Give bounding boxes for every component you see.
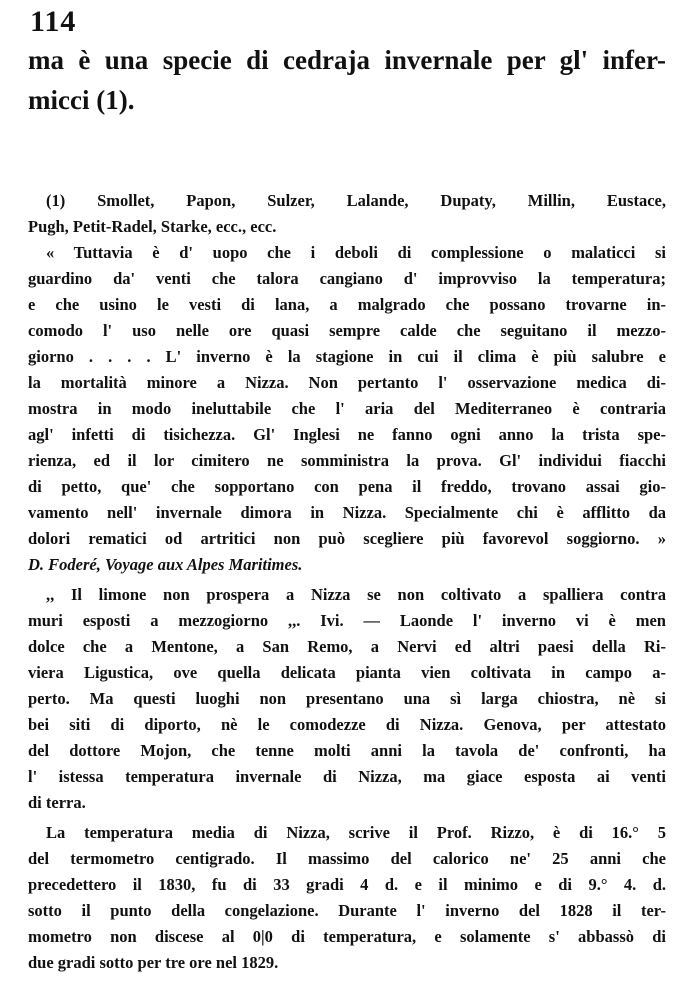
footnote-line: di terra. (28, 793, 86, 812)
footnote-line: dolce che a Mentone, a San Remo, a Nervi ed altri paesi della Ri- (28, 637, 666, 656)
footnote-line: due gradi sotto per tre ore nel 1829. (28, 953, 279, 972)
footnote-block (28, 188, 666, 976)
main-text-line: ma è una specie di cedraja invernale per gl' infer- (28, 45, 666, 75)
footnote-line: bei siti di diporto, nè le comodezze di Nizza. Genova, per attestato (28, 715, 666, 734)
footnote-line: « Tuttavia è d' uopo che i deboli di complessione o malaticci si (46, 243, 666, 262)
footnote-line: e che usino le vesti di lana, a malgrado che possano trovarne in- (28, 295, 666, 314)
footnote-line: muri esposti a mezzogiorno ,,. Ivi. — Laonde l' inverno vi è men (28, 611, 666, 630)
footnote-line: l' istessa temperatura invernale di Nizza, ma giace esposta ai venti (28, 767, 666, 786)
footnote-line: comodo l' uso nelle ore quasi sempre calde che seguitano il mezzo- (28, 321, 666, 340)
footnote-line: perto. Ma questi luoghi non presentano una sì larga chiostra, nè si (28, 689, 666, 708)
footnote-line: vamento nell' invernale dimora in Nizza. Specialmente chi è afflitto da (28, 503, 666, 522)
footnote-line: ,, Il limone non prospera a Nizza se non coltivato a spalliera contra (46, 585, 666, 604)
footnote-line: del dottore Mojon, che tenne molti anni la tavola de' confronti, ha (28, 741, 666, 760)
main-text-line: micci (1). (28, 85, 135, 115)
footnote-line: Pugh, Petit-Radel, Starke, ecc., ecc. (28, 217, 277, 236)
footnote-line: precedettero il 1830, fu di 33 gradi 4 d. e il minimo e di 9.° 4. d. (28, 875, 666, 894)
footnote-line: agl' infetti di tisichezza. Gl' Inglesi ne fanno ogni anno la trista spe- (28, 425, 666, 444)
footnote-line: giorno . . . . L' inverno è la stagione in cui il clima è più salubre e (28, 347, 666, 366)
footnote-line: sotto il punto della congelazione. Durante l' inverno del 1828 il ter- (28, 901, 666, 920)
footnote-line: (1) Smollet, Papon, Sulzer, Lalande, Dupaty, Millin, Eustace, (46, 191, 666, 210)
footnote-line: la mortalità minore a Nizza. Non pertanto l' osservazione medica di- (28, 373, 666, 392)
footnote-citation: D. Foderé, Voyage aux Alpes Maritimes. (28, 555, 303, 574)
footnote-line: mostra in modo ineluttabile che l' aria del Mediterraneo è contraria (28, 399, 666, 418)
footnote-line: del termometro centigrado. Il massimo del calorico ne' 25 anni che (28, 849, 666, 868)
footnote-line: rienza, ed il lor cimitero ne somministra la prova. Gl' individui fiacchi (28, 451, 666, 470)
main-text-block (28, 40, 666, 120)
page-number: 114 (30, 5, 77, 38)
footnote-line: La temperatura media di Nizza, scrive il Prof. Rizzo, è di 16.° 5 (46, 823, 666, 842)
footnote-line: dolori rematici od artritici non può scegliere più favorevol soggiorno. » (28, 529, 666, 548)
footnote-line: viera Ligustica, ove quella delicata pianta vien coltivata in campo a- (28, 663, 666, 682)
footnote-line: guardino da' venti che talora cangiano d' improvviso la temperatura; (28, 269, 666, 288)
footnote-line: di petto, que' che sopportano con pena il freddo, trovano assai gio- (28, 477, 666, 496)
footnote-line: mometro non discese al 0|0 di temperatura, e solamente s' abbassò di (28, 927, 666, 946)
